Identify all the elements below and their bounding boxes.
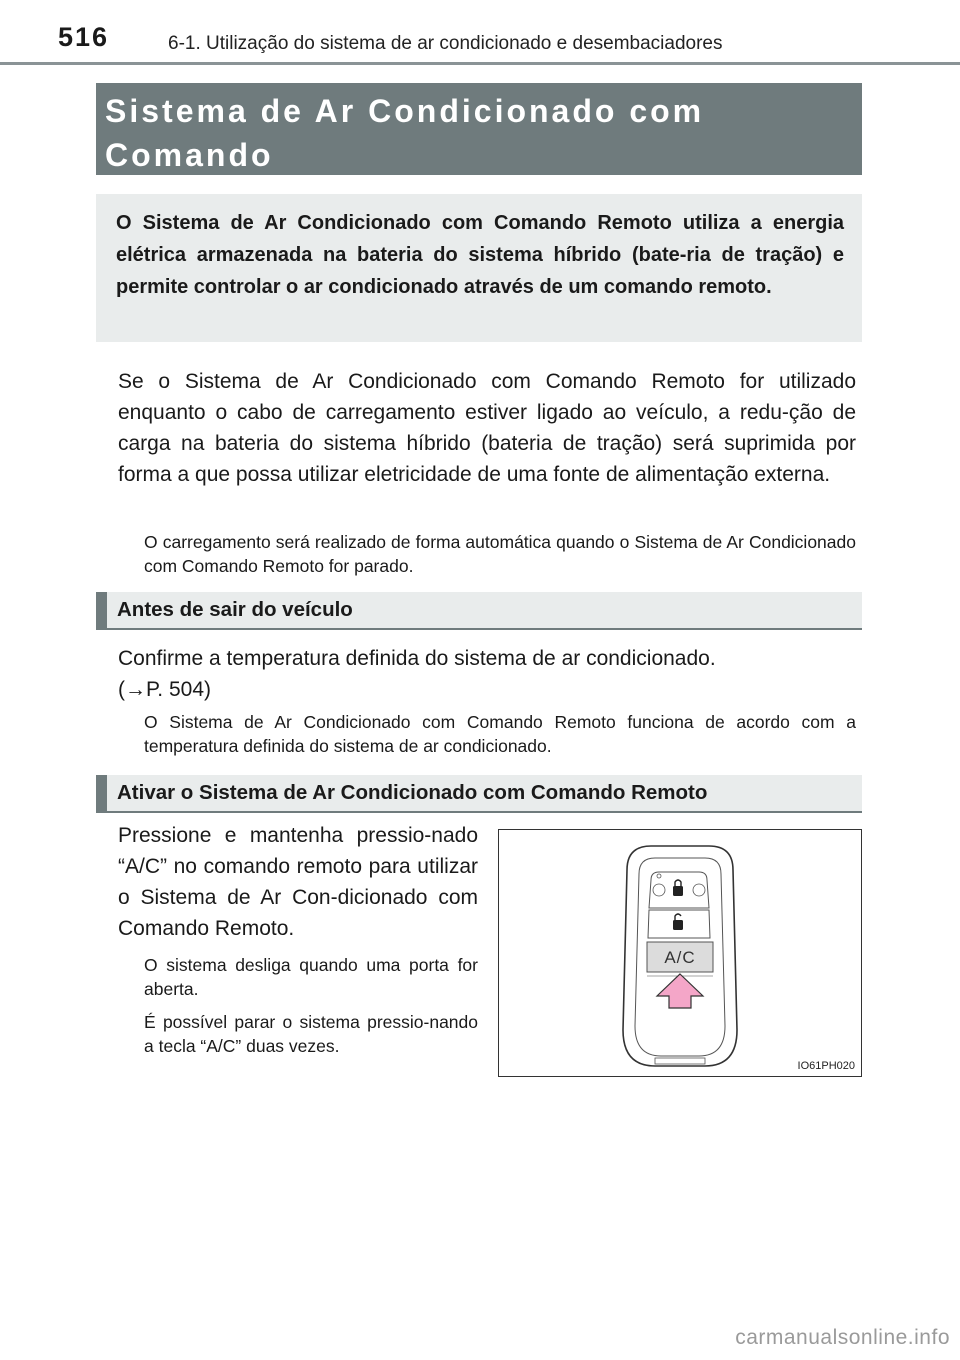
arrow-right-icon: → bbox=[125, 678, 146, 701]
paragraph-press-ac: Pressione e mantenha pressio-nado “A/C” no comando remoto para utilizar o Sistema de Ar Con-dicionado com Comando Remoto. bbox=[118, 824, 478, 940]
section-heading-activate bbox=[96, 775, 862, 813]
remote-key-fob-icon bbox=[499, 830, 863, 1078]
intro-text: O Sistema de Ar Condicionado com Comando Remoto utiliza a energia elétrica armazenada na bateria do sistema híbrido (bate-ria de tração) e permite controlar o ar condicionado através de um comando remoto. bbox=[116, 212, 844, 298]
figure-code: IO61PH020 bbox=[797, 1060, 855, 1072]
ref-open: ( bbox=[118, 678, 125, 701]
figure-remote-key bbox=[498, 829, 862, 1077]
page-number: 516 bbox=[58, 22, 110, 52]
note-press-twice: É possível parar o sistema pressio-nando a tecla “A/C” duas vezes. bbox=[144, 1012, 478, 1056]
note-temp: O Sistema de Ar Condicionado com Comando Remoto funciona de acordo com a temperatura definida do sistema de ar condicionado. bbox=[144, 712, 856, 756]
note-door-open: O sistema desliga quando uma porta for aberta. bbox=[144, 955, 478, 999]
section-heading-before-leaving bbox=[96, 592, 862, 630]
running-head: 6-1. Utilização do sistema de ar condicionado e desembaciadores bbox=[168, 33, 723, 54]
page-title-line1: Sistema de Ar Condicionado com Comando bbox=[105, 93, 705, 173]
intro-box bbox=[96, 194, 862, 342]
paragraph-confirm-temp bbox=[118, 643, 856, 705]
watermark: carmanualsonline.info bbox=[735, 1326, 950, 1349]
note-charging: O carregamento será realizado de forma automática quando o Sistema de Ar Condicionado com Comando Remoto for parado. bbox=[144, 532, 856, 576]
page-reference-link[interactable]: P. 504) bbox=[146, 678, 211, 701]
title-bar bbox=[96, 83, 862, 175]
header-rule bbox=[0, 62, 960, 65]
confirm-temp-text: Confirme a temperatura definida do sistema de ar condicionado. bbox=[118, 647, 716, 670]
ac-button-label: A/C bbox=[664, 948, 696, 967]
paragraph-charging: Se o Sistema de Ar Condicionado com Comando Remoto for utilizado enquanto o cabo de carregamento estiver ligado ao veículo, a redu-ção de carga na bateria do sistema híbrido (bateria de tração) será suprimida por forma a que possa utilizar eletricidade de uma fonte de alimentação externa. bbox=[118, 370, 856, 486]
section-heading-text: Ativar o Sistema de Ar Condicionado com Comando Remoto bbox=[117, 781, 708, 804]
section-heading-text: Antes de sair do veículo bbox=[117, 598, 353, 621]
